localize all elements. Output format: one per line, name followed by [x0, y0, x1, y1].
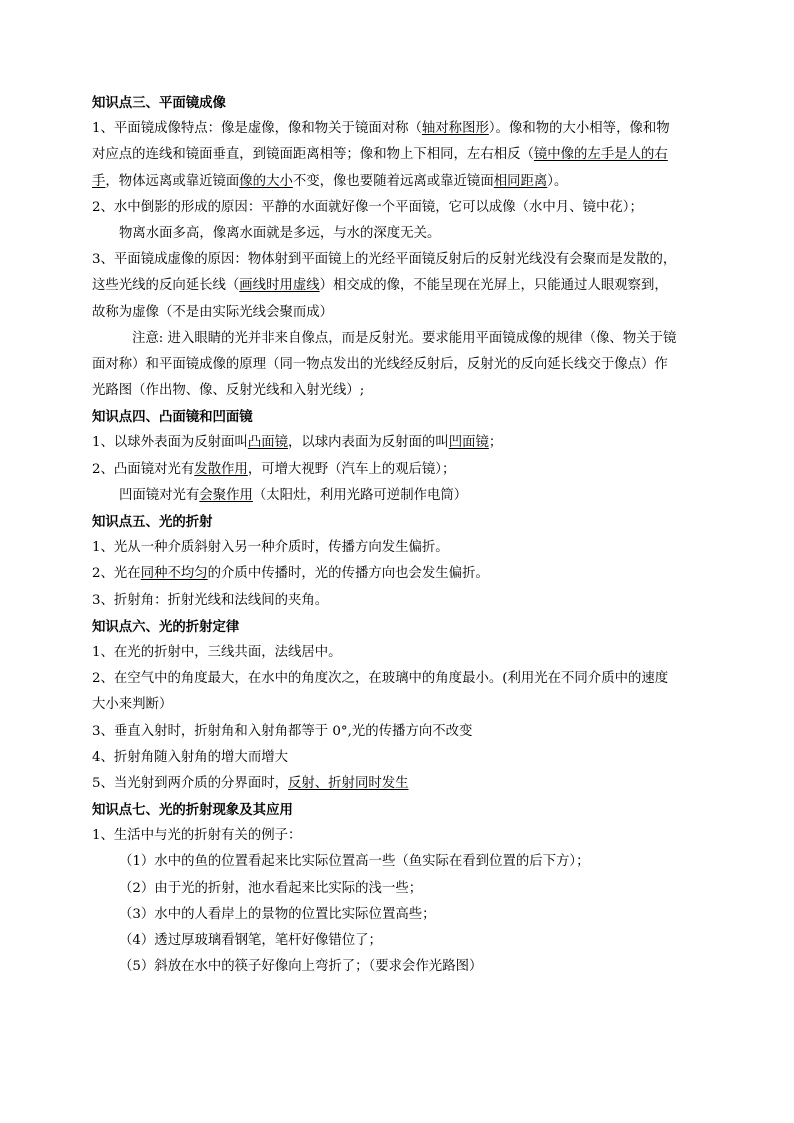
- text: （太阳灶，利用光路可逆制作电筒）: [252, 487, 468, 503]
- text: 对应点的连线和镜面垂直，到镜面距离相等；像和物上下相同，左右相反（: [92, 147, 534, 163]
- section-5-heading: 知识点五、光的折射: [92, 514, 213, 530]
- document-page: [92, 90, 712, 980]
- text: ，以球内表面为反射面的叫: [288, 435, 449, 451]
- text: 2、光在: [92, 566, 141, 582]
- underlined-text: 镜中像的左手是人的右: [533, 147, 668, 163]
- text: 不变，像也要随着远离或靠近镜面: [292, 173, 494, 189]
- underlined-text: 画线时用虚线: [239, 278, 320, 294]
- s6-p4: 4、折射角随入射角的增大而增大: [92, 749, 288, 765]
- underlined-text: 凸面镜: [247, 435, 288, 451]
- list-item: （5）斜放在水中的筷子好像向上弯折了；（要求会作光路图）: [119, 959, 483, 975]
- s3-p2-line2: 物离水面多高，像离水面就是多远，与水的深度无关。: [119, 225, 441, 241]
- text: 2、凸面镜对光有: [92, 461, 195, 477]
- underlined-text: 像的大小: [239, 173, 293, 189]
- text: 的介质中传播时，光的传播方向也会发生偏折。: [207, 566, 489, 582]
- text: 这些光线的反向延长线（: [92, 278, 240, 294]
- text: ）相交成的像，不能呈现在光屏上，只能通过人眼观察到，: [319, 278, 668, 294]
- s6-p2-line2: 大小来判断）: [92, 697, 173, 713]
- s3-p1-line1: [92, 116, 712, 142]
- list-item: （1）水中的鱼的位置看起来比实际位置高一些（鱼实际在看到位置的后下方）；: [119, 854, 590, 870]
- s3-p3-line2: [92, 273, 712, 299]
- s3-note-line1: 注意: 进入眼睛的光并非来自像点，而是反射光。要求能用平面镜成像的规律（像、物关于镜: [132, 330, 677, 346]
- text: ，可增大视野（汽车上的观后镜）；: [247, 461, 456, 477]
- s4-p2: [92, 457, 712, 483]
- s6-p3: 3、垂直入射时，折射角和入射角都等于 0°,光的传播方向不改变: [92, 723, 473, 739]
- s6-p1: 1、在光的折射中，三线共面，法线居中。: [92, 644, 342, 660]
- section-4-heading: 知识点四、凸面镜和凹面镜: [92, 409, 253, 426]
- list-item: （2）由于光的折射，池水看起来比实际的浅一些；: [119, 880, 423, 896]
- s6-p5: [92, 771, 712, 797]
- s3-p1-line3: [92, 169, 712, 195]
- underlined-text: 发散作用: [194, 461, 248, 477]
- section-3-heading: 知识点三、平面镜成像: [92, 95, 226, 111]
- s3-note-line2: 面对称）和平面镜成像的原理（同一物点发出的光线经反射后，反射光的反向延长线交于像点）作: [92, 356, 668, 372]
- text: ）。: [547, 173, 568, 189]
- text: 1、以球外表面为反射面叫: [92, 435, 248, 451]
- section-7-heading: 知识点七、光的折射现象及其应用: [92, 802, 293, 819]
- list-item: （3）水中的人看岸上的景物的位置比实际位置高些；: [119, 906, 436, 922]
- s5-p2: [92, 561, 712, 587]
- underlined-text: 同种不均匀: [140, 566, 208, 582]
- s4-p1: [92, 430, 712, 456]
- s6-p2-line1: 2、在空气中的角度最大，在水中的角度次之，在玻璃中的角度最小。(利用光在不同介质中的速度: [92, 671, 669, 687]
- text: 1、平面镜成像特点：像是虚像，像和物关于镜面对称（: [92, 121, 422, 137]
- underlined-text: 相同距离: [493, 173, 548, 189]
- s4-p3: [92, 483, 712, 509]
- underlined-text: 轴对称图形: [421, 121, 489, 137]
- s3-p1-line2: [92, 142, 712, 168]
- s3-p3-line3: 故称为虚像（不是由实际光线会聚而成）: [92, 304, 334, 320]
- s5-p3: 3、折射角：折射光线和法线间的夹角。: [92, 592, 329, 608]
- s3-p2-line1: 2、水中倒影的形成的原因：平静的水面就好像一个平面镜，它可以成像（水中月、镜中花）；: [92, 199, 643, 215]
- text: ；: [488, 435, 503, 451]
- s3-p3-line1: 3、平面镜成虚像的原因：物体射到平面镜上的光经平面镜反射后的反射光线没有会聚而是发散的，: [92, 252, 677, 268]
- s5-p1: 1、光从一种介质斜射入另一种介质时，传播方向发生偏折。: [92, 540, 449, 556]
- underlined-text: 会聚作用: [199, 487, 253, 503]
- underlined-text: 手: [92, 173, 106, 189]
- s7-p1: 1、生活中与光的折射有关的例子：: [92, 828, 302, 844]
- text: 凹面镜对光有: [119, 487, 200, 503]
- list-item: （4）透过厚玻璃看钢笔，笔杆好像错位了；: [119, 933, 382, 948]
- text: ，物体远离或靠近镜面: [105, 173, 240, 189]
- underlined-text: 反射、折射同时发生: [288, 775, 409, 791]
- underlined-text: 凹面镜: [448, 435, 489, 451]
- text: ）。像和物的大小相等，像和物: [488, 121, 670, 137]
- text: 5、当光射到两介质的分界面时，: [92, 775, 288, 791]
- s3-note-line3: 光路图（作出物、像、反射光线和入射光线）;: [92, 383, 365, 399]
- section-6-heading: 知识点六、光的折射定律: [92, 618, 240, 635]
